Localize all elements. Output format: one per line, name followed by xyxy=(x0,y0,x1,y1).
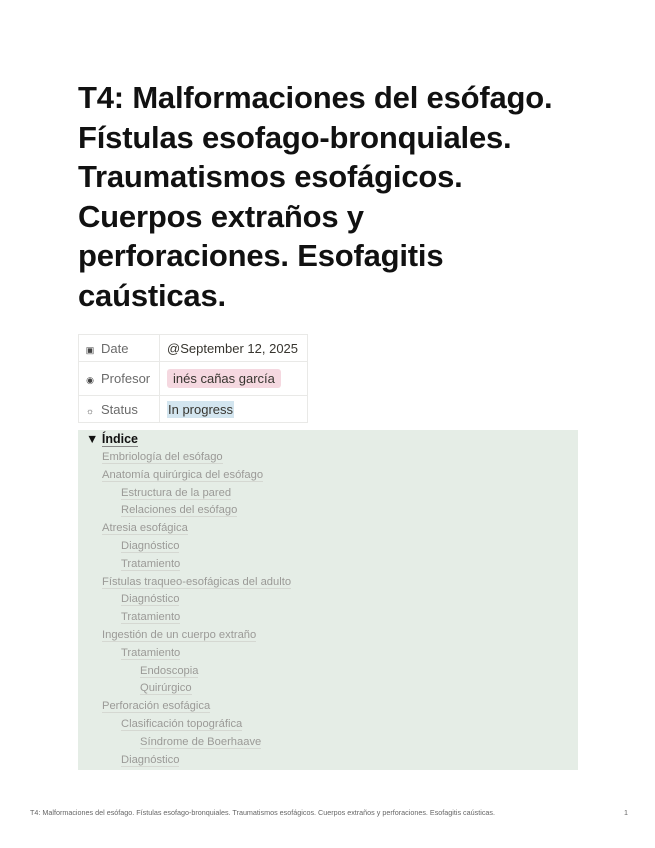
toc-item-link[interactable]: Relaciones del esófago xyxy=(121,504,238,517)
toc-item[interactable] xyxy=(78,467,291,485)
toc-item-link[interactable]: Fístulas traqueo-esofágicas del adulto xyxy=(102,575,292,588)
profesor-value-cell[interactable] xyxy=(160,362,308,396)
toc-item[interactable] xyxy=(78,752,291,770)
date-label: Date xyxy=(101,340,129,356)
toc-item-link[interactable]: Diagnóstico xyxy=(121,753,180,766)
toc-item[interactable] xyxy=(78,734,291,752)
toc-item[interactable] xyxy=(78,680,291,698)
toc-item[interactable] xyxy=(78,663,291,681)
date-value[interactable]: @September 12, 2025 xyxy=(160,335,308,362)
triangle-down-icon[interactable]: ▼ xyxy=(86,432,99,446)
toc-item-link[interactable]: Diagnóstico xyxy=(121,539,180,552)
toc-item[interactable] xyxy=(78,538,291,556)
toc-item-link[interactable]: Perforación esofágica xyxy=(102,700,211,713)
toc-item-link[interactable]: Tratamiento xyxy=(121,557,181,570)
footer-text: T4: Malformaciones del esófago. Fístulas esofago-bronquiales. Traumatismos esofágicos. Cuerpos extraños y perforaciones. Esofagitis caústicas. xyxy=(30,808,496,817)
toc-item-link[interactable]: Embriología del esófago xyxy=(102,451,223,463)
status-tag[interactable]: In progress xyxy=(168,401,234,417)
profesor-tag[interactable]: inés cañas garcía xyxy=(167,369,281,388)
profesor-label: Profesor xyxy=(101,371,151,386)
toc-item[interactable] xyxy=(78,716,291,734)
toc-item[interactable] xyxy=(78,449,291,467)
toc-item-link[interactable]: Tratamiento xyxy=(121,646,181,659)
toc-item[interactable] xyxy=(78,502,291,520)
status-icon: ☼ xyxy=(85,405,95,416)
property-row-status xyxy=(79,396,308,423)
toc-item[interactable] xyxy=(78,591,291,609)
page-number: 1 xyxy=(624,808,628,817)
calendar-icon: ▣ xyxy=(85,344,95,355)
toc-item[interactable] xyxy=(78,574,291,592)
toc-item[interactable] xyxy=(78,520,291,538)
toc-item-link[interactable]: Estructura de la pared xyxy=(121,486,232,499)
status-value-cell[interactable] xyxy=(160,396,308,423)
toc-item[interactable] xyxy=(78,627,291,645)
property-key xyxy=(79,362,160,396)
toc-item-link[interactable]: Síndrome de Boerhaave xyxy=(140,735,262,748)
page-footer xyxy=(30,808,628,817)
toc-item-link[interactable]: Quirúrgico xyxy=(140,682,192,695)
properties-table xyxy=(78,334,308,423)
toc-heading-label: Índice xyxy=(101,432,138,446)
toc-item-link[interactable]: Atresia esofágica xyxy=(102,522,188,535)
property-row-profesor xyxy=(79,362,308,396)
toc-toggle-block xyxy=(78,430,578,770)
toc-heading[interactable] xyxy=(86,432,138,446)
toc-item-link[interactable]: Endoscopia xyxy=(140,664,199,677)
person-icon: ◉ xyxy=(86,375,94,385)
toc-item[interactable] xyxy=(78,556,291,574)
toc-item-link[interactable]: Anatomía quirúrgica del esófago xyxy=(102,468,264,481)
toc-item-link[interactable]: Ingestión de un cuerpo extraño xyxy=(102,628,257,641)
toc-item[interactable] xyxy=(78,485,291,503)
property-row-date xyxy=(79,335,308,362)
toc-item-link[interactable]: Clasificación topográfica xyxy=(121,717,243,730)
toc-item[interactable] xyxy=(78,698,291,716)
status-label: Status xyxy=(101,401,138,417)
property-key xyxy=(79,396,160,423)
toc-item[interactable] xyxy=(78,645,291,663)
property-key xyxy=(79,335,160,362)
page-title: T4: Malformaciones del esófago. Fístulas esofago-bronquiales. Traumatismos esofágicos. Cuerpos extraños y perforaciones. Esofagitis caústicas. xyxy=(78,80,553,313)
toc-item-link[interactable]: Diagnóstico xyxy=(121,593,180,606)
toc-item[interactable] xyxy=(78,609,291,627)
toc-list xyxy=(78,449,291,769)
toc-item-link[interactable]: Tratamiento xyxy=(121,611,181,624)
